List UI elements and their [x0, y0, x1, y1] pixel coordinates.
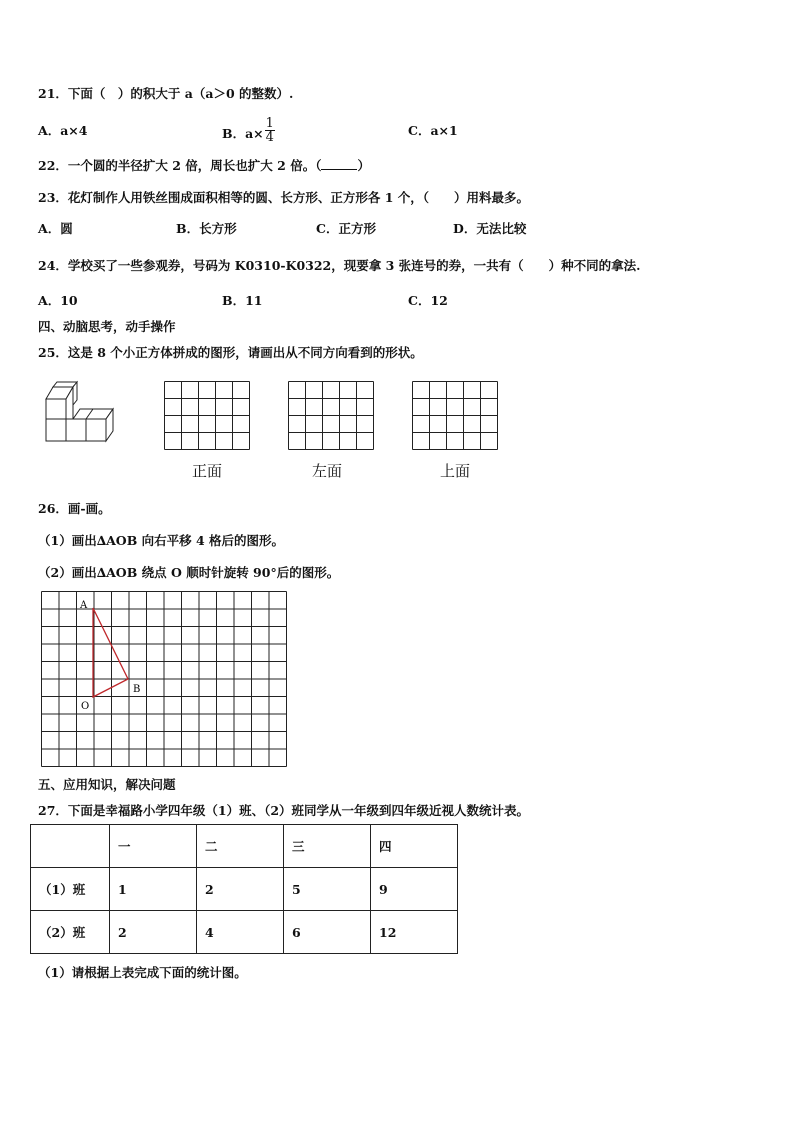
table-header-cell: 一 [110, 825, 197, 868]
point-label-o: O [81, 701, 90, 712]
section-heading-4: 四、动脑思考，动手操作 [38, 319, 176, 334]
fraction-denominator: 4 [265, 130, 274, 145]
q21-fraction [265, 117, 275, 144]
myopia-stat-table [30, 824, 458, 954]
q26-stem: 26．画-画。 [38, 501, 111, 516]
table-cell: 2 [110, 911, 197, 954]
point-label-b: B [133, 684, 141, 695]
q21-option-a: A．a×4 [38, 123, 88, 138]
grid-lines [165, 382, 250, 450]
table-cell: 12 [371, 911, 458, 954]
cube-front-upper-left [46, 399, 66, 419]
section-heading-5: 五、应用知识，解决问题 [38, 777, 176, 792]
q23-option-d: D．无法比较 [453, 221, 527, 236]
grid-lines [42, 592, 287, 767]
table-cell: 1 [110, 868, 197, 911]
q21-stem: 21．下面（ ）的积大于 a（a＞0 的整数）. [38, 86, 294, 101]
table-header-cell [31, 825, 110, 868]
table-cell: 6 [284, 911, 371, 954]
q24-stem: 24．学校买了一些参观券，号码为 K0310-K0322，现要拿 3 张连号的券，一共有（ ）种不同的拿法. [38, 258, 641, 273]
table-cell: （1）班 [31, 868, 110, 911]
point-label-a: A [80, 600, 88, 611]
q22-stem-after: ） [357, 158, 370, 173]
table-header-cell: 四 [371, 825, 458, 868]
table-cell: 4 [197, 911, 284, 954]
table-header-cell: 二 [197, 825, 284, 868]
top-view-label: 上面 [440, 462, 471, 480]
front-view-grid[interactable] [164, 381, 252, 451]
q27-part1: （1）请根据上表完成下面的统计图。 [38, 965, 247, 980]
grid-lines [289, 382, 374, 450]
fraction-numerator: 1 [265, 116, 274, 131]
q25-stem: 25．这是 8 个小正方体拼成的图形，请画出从不同方向看到的形状。 [38, 345, 423, 360]
answer-blank[interactable] [321, 157, 357, 170]
q23-option-b: B．长方形 [176, 221, 237, 236]
cube-side-face [73, 382, 77, 405]
q21-option-b-label: B．a× [222, 126, 264, 141]
q24-option-a: A．10 [38, 293, 78, 308]
q23-option-a: A．圆 [38, 221, 73, 236]
table-row [31, 911, 458, 954]
q23-stem: 23．花灯制作人用铁丝围成面积相等的圆、长方形、正方形各 1 个，（ ）用料最多。 [38, 190, 530, 205]
front-view-label: 正面 [192, 462, 223, 480]
drawing-grid[interactable] [41, 591, 287, 767]
q24-option-c: C．12 [408, 293, 448, 308]
cube-front-lower-3 [86, 419, 106, 441]
q23-option-c: C．正方形 [316, 221, 376, 236]
table-cell: 2 [197, 868, 284, 911]
table-cell: 5 [284, 868, 371, 911]
grid-lines [413, 382, 498, 450]
table-header-row [31, 825, 458, 868]
q21-option-c: C．a×1 [408, 123, 458, 138]
q22-stem [38, 156, 370, 174]
q27-stem: 27．下面是幸福路小学四年级（1）班、（2）班同学从一年级到四年级近视人数统计表。 [38, 803, 530, 818]
q26-part2: （2）画出∆AOB 绕点 O 顺时针旋转 90°后的图形。 [38, 565, 340, 580]
q26-part1: （1）画出∆AOB 向右平移 4 格后的图形。 [38, 533, 285, 548]
q22-stem-before: 22．一个圆的半径扩大 2 倍，周长也扩大 2 倍。（ [38, 158, 322, 173]
left-view-grid[interactable] [288, 381, 376, 451]
top-view-grid[interactable] [412, 381, 500, 451]
q21-option-b [222, 116, 275, 148]
table-header-cell: 三 [284, 825, 371, 868]
triangle-aob [93, 608, 128, 697]
left-view-label: 左面 [312, 462, 343, 480]
cube-front-lower-1 [46, 419, 66, 441]
table-cell: 9 [371, 868, 458, 911]
q24-option-b: B．11 [222, 293, 263, 308]
table-row [31, 868, 458, 911]
cube-figure [44, 385, 126, 445]
cube-front-lower-2 [66, 419, 86, 441]
table-cell: （2）班 [31, 911, 110, 954]
